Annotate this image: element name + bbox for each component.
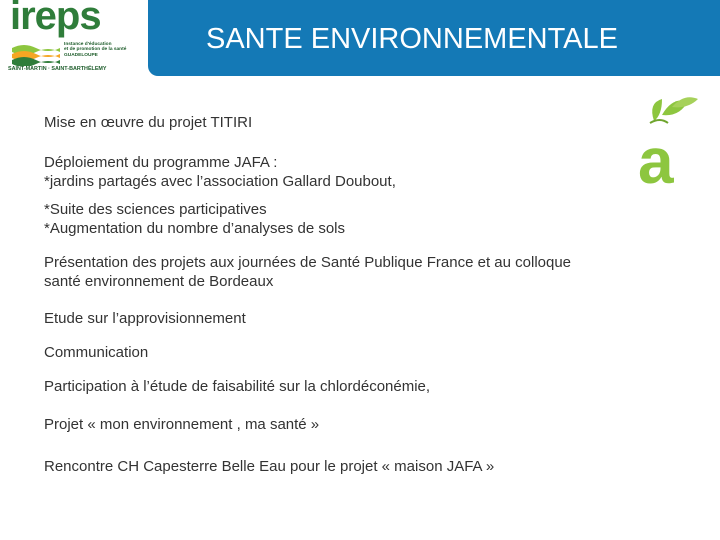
svg-text:a: a	[638, 125, 674, 189]
list-item	[44, 200, 654, 238]
list-item	[44, 415, 654, 434]
list-item-line: Déploiement du programme JAFA :	[44, 154, 278, 171]
list-item-line: Rencontre CH Capesterre Belle Eau pour le projet « maison JAFA »	[44, 458, 495, 475]
list-item-line: *Augmentation du nombre d’analyses de sols	[44, 220, 346, 237]
list-item	[44, 309, 654, 328]
logo-tagline	[64, 42, 126, 58]
title-band	[148, 0, 720, 76]
logo-tagline-line: Instance d'éducation	[64, 42, 112, 47]
list-item-line: Présentation des projets aux journées de Santé Publique France et au colloque	[44, 254, 572, 271]
logo-wordmark: ireps	[10, 0, 101, 38]
page-title: SANTE ENVIRONNEMENTALE	[206, 23, 618, 55]
logo-waves-icon	[10, 42, 62, 66]
logo-regions: SAINT-MARTIN · SAINT-BARTHÉLEMY	[8, 66, 107, 72]
logo-tagline-line: GUADELOUPE	[64, 52, 98, 58]
list-item-line: *Suite des sciences participatives	[44, 201, 267, 218]
list-item	[44, 153, 654, 191]
list-item	[44, 253, 654, 291]
list-item	[44, 377, 654, 396]
list-item-line: Participation à l’étude de faisabilité sur la chlordéconémie,	[44, 378, 431, 395]
ireps-logo	[8, 2, 128, 74]
content-list	[44, 113, 654, 476]
logo-tagline-line: et de promotion de la santé	[64, 47, 127, 53]
list-item-line: Communication	[44, 344, 149, 361]
list-item	[44, 457, 654, 476]
list-item-line: Projet « mon environnement , ma santé »	[44, 416, 320, 433]
list-item	[44, 113, 654, 132]
list-item-line: *jardins partagés avec l’association Gallard Doubout,	[44, 173, 396, 190]
list-item-line: Mise en œuvre du projet TITIRI	[44, 114, 253, 131]
list-item-line: santé environnement de Bordeaux	[44, 273, 274, 290]
list-item-line: Etude sur l’approvisionnement	[44, 310, 246, 327]
list-item	[44, 343, 654, 362]
